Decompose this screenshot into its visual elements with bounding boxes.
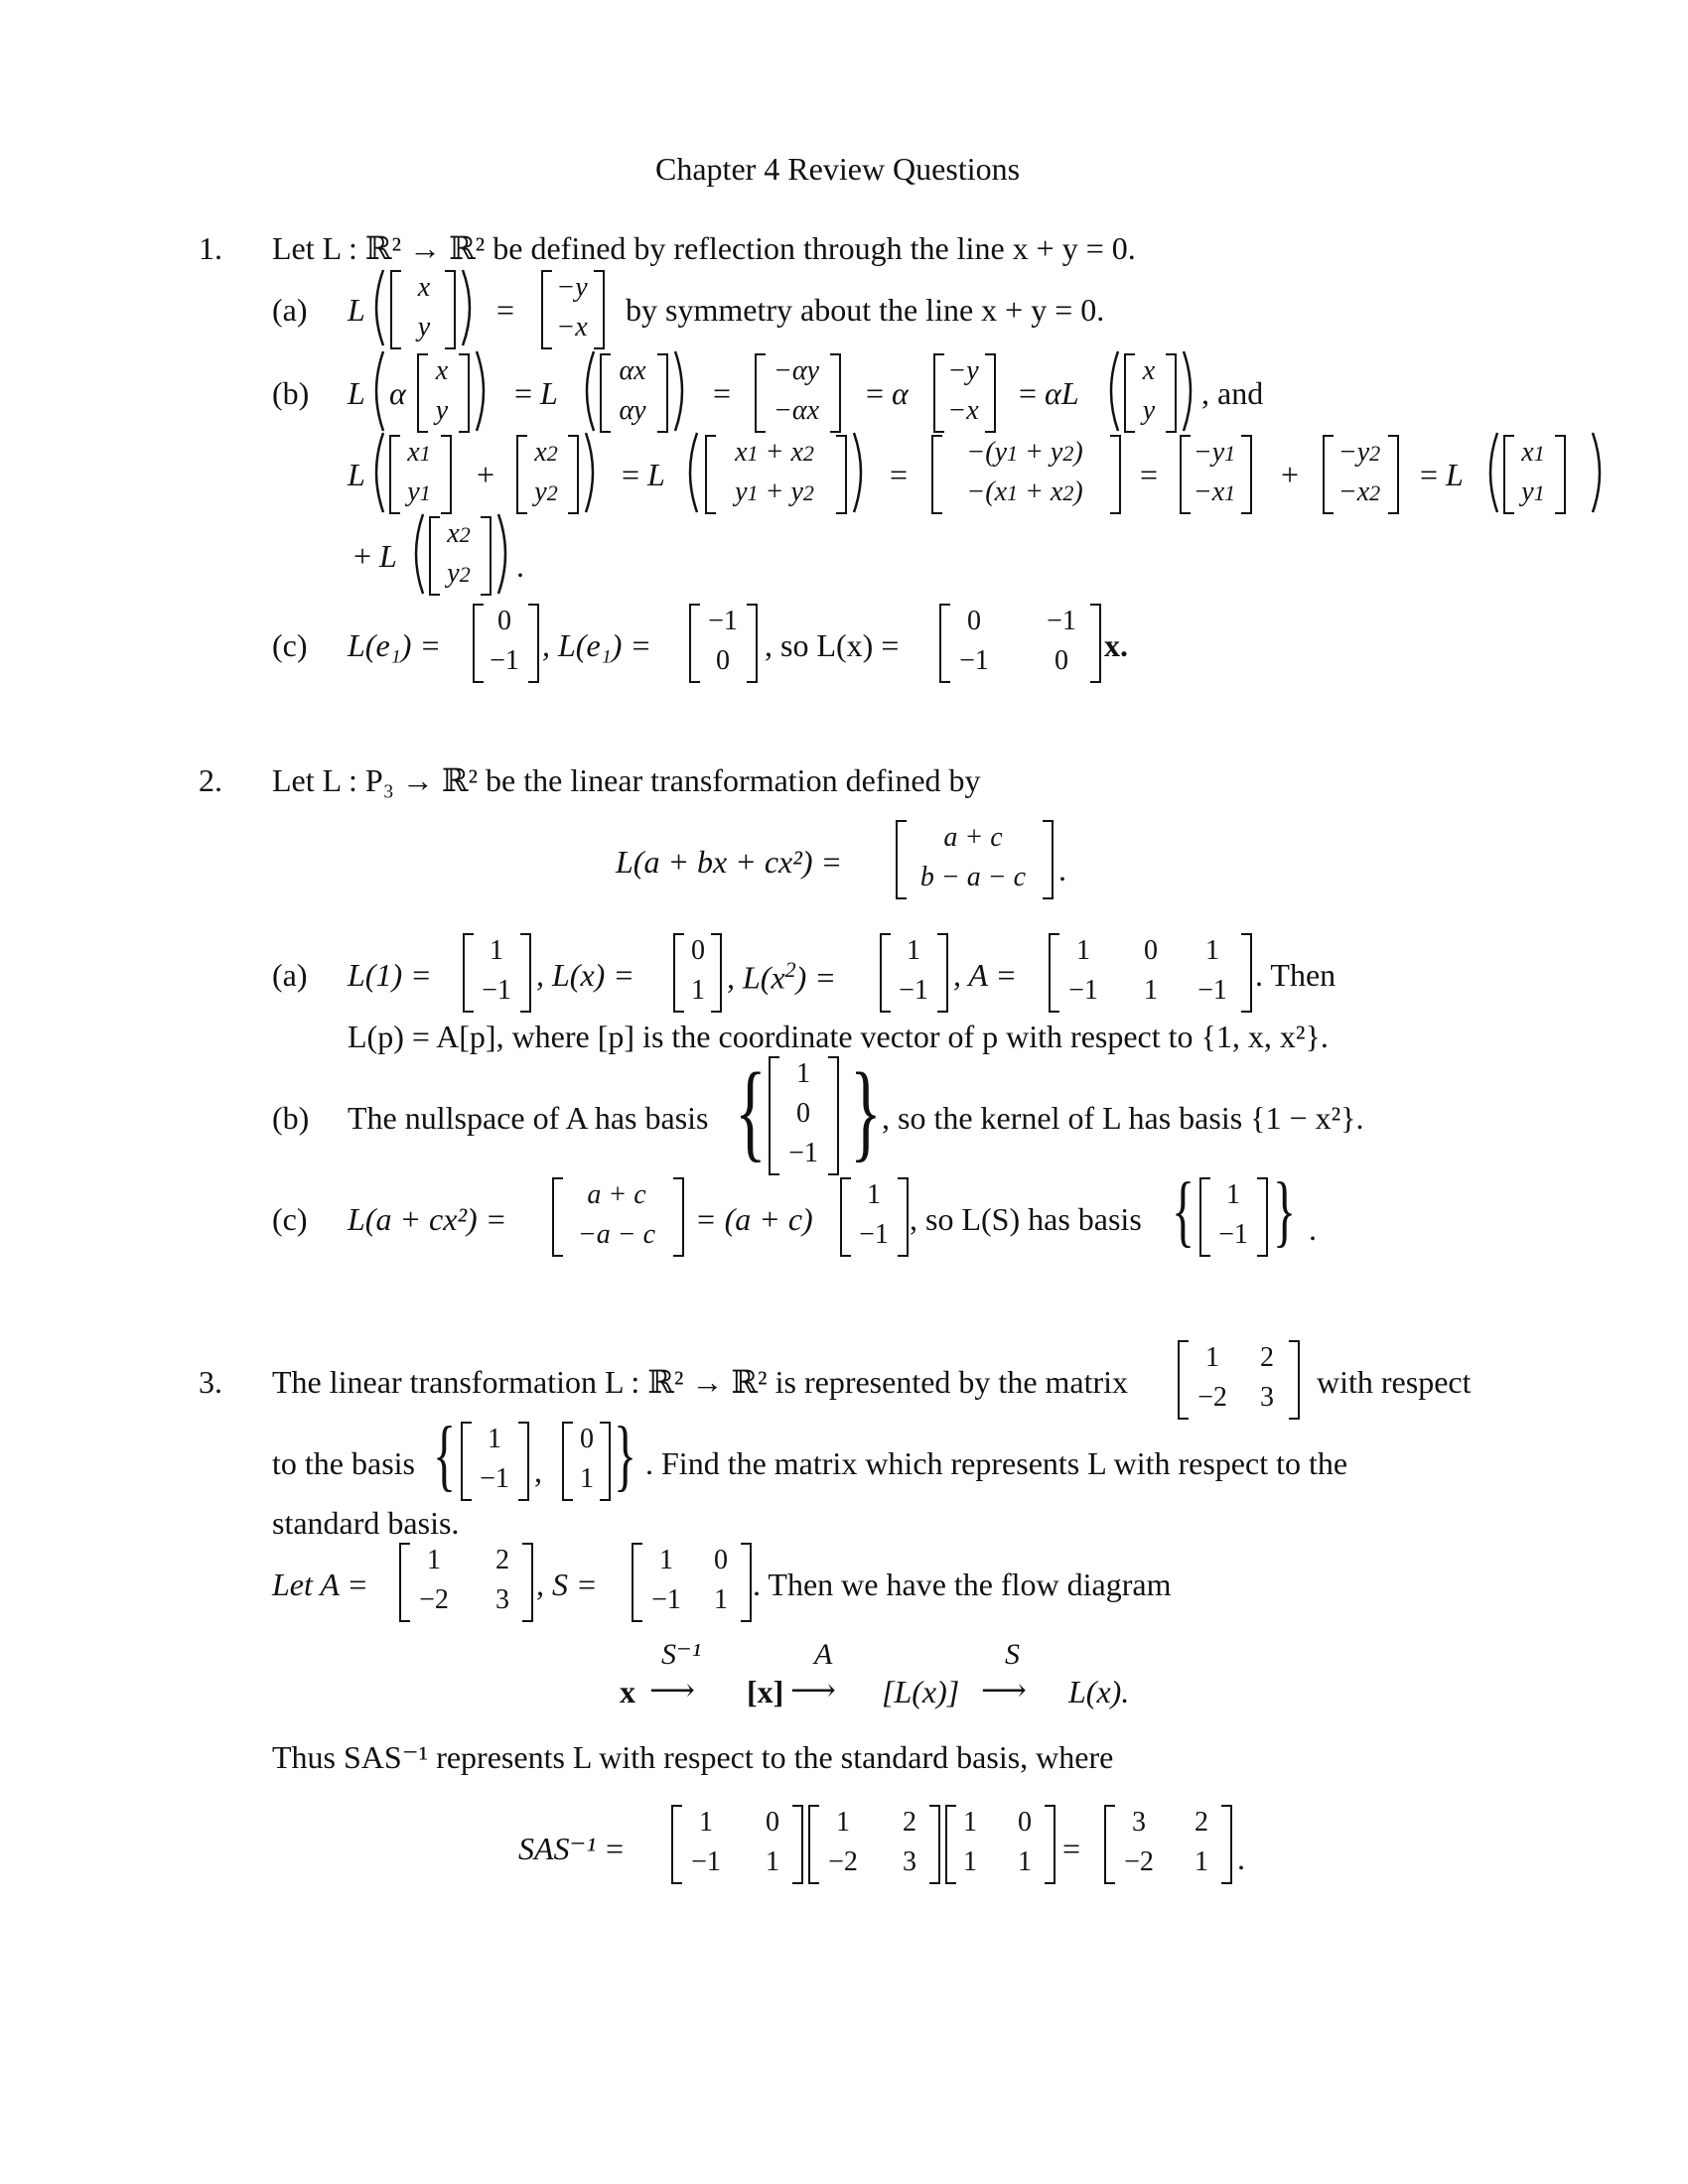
q1b-bracket bbox=[1166, 353, 1177, 433]
q3-line1a: The linear transformation L : ℝ² → ℝ² is represented by the matrix bbox=[272, 1364, 1129, 1400]
q3-prod-period: . bbox=[1237, 1841, 1245, 1876]
q1b-vec: y1 + y2 bbox=[735, 477, 814, 507]
q1a-bracket bbox=[390, 270, 401, 349]
flow-arrow: ⟶ bbox=[981, 1672, 1027, 1707]
q2c-text1: L(a + cx²) = bbox=[348, 1201, 507, 1237]
q3-basis-vec: 0 bbox=[580, 1424, 594, 1454]
q3-let-a: Let A = bbox=[272, 1567, 368, 1602]
page-title: Chapter 4 Review Questions bbox=[655, 151, 1021, 187]
q1c-label: (c) bbox=[272, 627, 308, 663]
q1b-paren bbox=[850, 431, 870, 514]
flow-arrow-label: S⁻¹ bbox=[661, 1638, 701, 1671]
q1b-paren bbox=[671, 349, 691, 433]
q3-line1b: with respect bbox=[1317, 1364, 1472, 1400]
flow-coord-x: [x] bbox=[747, 1674, 784, 1709]
q1b-eq: = L bbox=[1420, 457, 1464, 492]
q2a-vec: 1 bbox=[907, 935, 920, 966]
q2b-vec: 0 bbox=[796, 1098, 810, 1129]
q1b-bracket bbox=[1555, 435, 1566, 514]
q1b-vec: y bbox=[1142, 395, 1156, 426]
q2a-expr: , L(x) = bbox=[536, 957, 634, 993]
q2-def-vec: b − a − c bbox=[919, 862, 1027, 892]
q2b-text2: , so the kernel of L has basis {1 − x²}. bbox=[882, 1100, 1364, 1136]
q1a-bracket bbox=[594, 270, 605, 349]
q2b-brace: } bbox=[850, 1050, 882, 1171]
q2a-bracket bbox=[937, 933, 948, 1013]
q1b-label: (b) bbox=[272, 375, 310, 411]
q3-prod-bracket bbox=[792, 1805, 803, 1884]
q1b-plus: + bbox=[1281, 457, 1300, 492]
q1-statement: Let L : ℝ² → ℝ² be defined by reflection through the line x + y = 0. bbox=[272, 230, 1136, 266]
q3-prod-bracket bbox=[929, 1805, 940, 1884]
q3-prod-m3: 0 bbox=[1018, 1807, 1032, 1838]
q3-prod-m2: −2 bbox=[828, 1846, 858, 1877]
q1c-matrix: 0 bbox=[967, 606, 981, 636]
q1b-bracket bbox=[481, 516, 492, 596]
q2-definition: L(a + bx + cx²) = bbox=[616, 844, 843, 880]
q2b-vec: 1 bbox=[796, 1058, 810, 1089]
q1b-eq: = L bbox=[514, 375, 558, 411]
q1c-bracket bbox=[528, 604, 539, 683]
q2-def-bracket bbox=[1043, 820, 1054, 899]
q1b-paren bbox=[681, 431, 701, 514]
q3-prod-m3: 1 bbox=[963, 1846, 977, 1877]
flow-arrow-label: S bbox=[1005, 1638, 1020, 1671]
q2c-period: . bbox=[1309, 1211, 1317, 1247]
q2c-vec: a + c bbox=[587, 1179, 646, 1210]
q3-prod-bracket bbox=[1221, 1805, 1232, 1884]
q2a-matrix: −1 bbox=[1197, 975, 1227, 1006]
q2c-bracket bbox=[673, 1177, 684, 1257]
q1a-label: (a) bbox=[272, 292, 308, 328]
flow-coord-lx: [L(x)] bbox=[882, 1674, 960, 1709]
q1b-vec: x1 bbox=[407, 437, 431, 468]
q3-basis-comma: , bbox=[534, 1453, 542, 1489]
q1b-vec: y1 bbox=[407, 477, 431, 507]
q3-basis-bracket bbox=[518, 1422, 529, 1501]
q1b-paren bbox=[1102, 349, 1122, 433]
q1b-vec: y2 bbox=[447, 558, 471, 589]
q1b-eq: = bbox=[1140, 457, 1159, 492]
q1a-text: by symmetry about the line x + y = 0. bbox=[626, 292, 1105, 328]
q2a-matrix: 1 bbox=[1076, 935, 1090, 966]
q3-let-s: , S = bbox=[536, 1567, 598, 1602]
q2a-line2: L(p) = A[p], where [p] is the coordinate vector of p with respect to {1, x, x²}. bbox=[348, 1019, 1329, 1054]
q2c-vec: −1 bbox=[1218, 1219, 1248, 1250]
q1b-paren bbox=[407, 512, 427, 596]
q3-a-matrix: 3 bbox=[495, 1584, 509, 1615]
q3-basis-brace: { bbox=[433, 1412, 457, 1499]
q3-matrix-bracket bbox=[1289, 1340, 1300, 1420]
q1b-eq: = bbox=[713, 375, 732, 411]
q1b-expr: α bbox=[389, 375, 406, 411]
q1b-vec: x1 bbox=[1521, 437, 1545, 468]
q1b-and: , and bbox=[1201, 375, 1264, 411]
q1a-right-paren bbox=[459, 268, 479, 347]
q1b-vec: x bbox=[1142, 355, 1156, 386]
q3-basis-bracket bbox=[600, 1422, 611, 1501]
q1b-bracket bbox=[1241, 435, 1252, 514]
q2c-text3: , so L(S) has basis bbox=[910, 1201, 1142, 1237]
q1b-vec: y bbox=[435, 395, 449, 426]
q3-prod-eq: = bbox=[1062, 1831, 1081, 1866]
q3-prod-bracket bbox=[1045, 1805, 1055, 1884]
q2c-vec: −1 bbox=[859, 1219, 889, 1250]
q1b-vec: −x bbox=[947, 395, 979, 426]
q1b-vec: x bbox=[435, 355, 449, 386]
q1c-expr: L(e₁) = bbox=[348, 627, 442, 663]
q1c-matrix: −1 bbox=[1047, 606, 1076, 636]
q3-prod-m1: −1 bbox=[691, 1846, 721, 1877]
q1b-paren bbox=[367, 349, 387, 433]
q2c-text2: = (a + c) bbox=[695, 1201, 813, 1237]
q1a-result: −x bbox=[556, 312, 588, 342]
q3-matrix: 1 bbox=[1205, 1342, 1219, 1373]
q1c-vec: 0 bbox=[716, 645, 730, 676]
q1b-vec: x2 bbox=[534, 437, 558, 468]
q1b-vec: αx bbox=[619, 355, 646, 386]
q2a-expr: L(1) = bbox=[348, 957, 432, 993]
q1b-paren bbox=[1481, 431, 1501, 514]
q1b-bracket bbox=[657, 353, 668, 433]
q3-product-lhs: SAS⁻¹ = bbox=[518, 1831, 626, 1866]
q2b-vec: −1 bbox=[788, 1138, 818, 1168]
q3-matrix: 3 bbox=[1260, 1382, 1274, 1413]
q2a-vec: 1 bbox=[490, 935, 503, 966]
q3-prod-result: 1 bbox=[1195, 1846, 1208, 1877]
q1b-vec: −x2 bbox=[1337, 477, 1381, 507]
q3-basis-vec: 1 bbox=[580, 1463, 594, 1494]
q1b-bracket bbox=[1110, 435, 1121, 514]
q2a-label: (a) bbox=[272, 957, 308, 993]
q3-a-matrix: −2 bbox=[419, 1584, 449, 1615]
q2a-expr: , $L(x^2)$ = bbox=[727, 957, 836, 996]
q1b-eq: = L bbox=[622, 457, 665, 492]
q3-prod-m2: 1 bbox=[836, 1807, 850, 1838]
q2a-bracket bbox=[1241, 933, 1252, 1013]
q1a-L: L bbox=[348, 292, 365, 328]
q2a-matrix: 1 bbox=[1144, 975, 1158, 1006]
q1b-vec: αy bbox=[619, 395, 646, 426]
q1b-bracket bbox=[830, 353, 841, 433]
q3-a-matrix: 2 bbox=[495, 1545, 509, 1575]
q2c-bracket bbox=[1257, 1177, 1268, 1257]
q2a-vec: −1 bbox=[899, 975, 928, 1006]
q2a-expr: , A = bbox=[953, 957, 1017, 993]
q2-statement: Let L : P₃ → ℝ² be the linear transformation defined by bbox=[272, 762, 981, 798]
q3-prod-m1: 0 bbox=[766, 1807, 779, 1838]
flow-x: x bbox=[620, 1674, 635, 1709]
q1c-vec: −1 bbox=[490, 645, 519, 676]
q2c-brace: } bbox=[1273, 1167, 1297, 1255]
q1b-paren bbox=[582, 431, 602, 514]
q2a-bracket bbox=[711, 933, 722, 1013]
q1b-vec: −x1 bbox=[1193, 477, 1236, 507]
q1b-bracket bbox=[985, 353, 996, 433]
flow-arrow: ⟶ bbox=[649, 1672, 695, 1707]
q3-prod-m2: 3 bbox=[903, 1846, 916, 1877]
flow-arrow: ⟶ bbox=[790, 1672, 836, 1707]
q1a-bracket bbox=[445, 270, 456, 349]
q2c-label: (c) bbox=[272, 1201, 308, 1237]
q1c-matrix: 0 bbox=[1055, 645, 1068, 676]
q1c-bracket bbox=[747, 604, 758, 683]
q1a-left-paren bbox=[367, 268, 387, 347]
q2c-vec: 1 bbox=[867, 1179, 881, 1210]
q2-def-vec: a + c bbox=[943, 822, 1003, 853]
q3-a-matrix: 1 bbox=[427, 1545, 441, 1575]
q1-number: 1. bbox=[199, 230, 222, 266]
q2a-matrix: 1 bbox=[1205, 935, 1219, 966]
q3-s-matrix: 1 bbox=[714, 1584, 728, 1615]
q1b-vec: −αx bbox=[773, 395, 820, 426]
q1b-vec: −y2 bbox=[1337, 437, 1381, 468]
q1b-vec: y2 bbox=[534, 477, 558, 507]
q1b-vec: y1 bbox=[1521, 477, 1545, 507]
q2b-label: (b) bbox=[272, 1100, 310, 1136]
q3-prod-m2: 2 bbox=[903, 1807, 916, 1838]
q1c-matrix: −1 bbox=[959, 645, 989, 676]
q1b-eq: = α bbox=[866, 375, 909, 411]
q1b-plus: + bbox=[477, 457, 495, 492]
q1b-bracket bbox=[1388, 435, 1399, 514]
q1b-paren bbox=[367, 431, 387, 514]
q3-s-bracket bbox=[741, 1543, 752, 1622]
q1b-vec: −αy bbox=[773, 355, 820, 386]
q3-prod-m3: 1 bbox=[963, 1807, 977, 1838]
q1b-eq: = αL bbox=[1019, 375, 1079, 411]
q1c-vec: 0 bbox=[497, 606, 511, 636]
q1b-bracket bbox=[836, 435, 847, 514]
q3-matrix: 2 bbox=[1260, 1342, 1274, 1373]
q3-basis-vec: 1 bbox=[488, 1424, 501, 1454]
q3-a-bracket bbox=[522, 1543, 533, 1622]
q2c-brace: { bbox=[1172, 1167, 1196, 1255]
q2a-vec: 1 bbox=[691, 975, 705, 1006]
q3-prod-result: −2 bbox=[1124, 1846, 1154, 1877]
q3-let-end: . Then we have the flow diagram bbox=[753, 1567, 1172, 1602]
q1a-vec: x bbox=[417, 272, 431, 303]
q1b-paren bbox=[473, 349, 492, 433]
q3-line3: standard basis. bbox=[272, 1505, 460, 1541]
q1b-vec: x2 bbox=[447, 518, 471, 549]
q3-number: 3. bbox=[199, 1364, 222, 1400]
q3-s-matrix: −1 bbox=[651, 1584, 681, 1615]
q2-number: 2. bbox=[199, 762, 222, 798]
q1b-vec: −(x1 + x2) bbox=[966, 477, 1083, 507]
q3-prod-m1: 1 bbox=[699, 1807, 713, 1838]
q3-line2a: to the basis bbox=[272, 1445, 415, 1481]
q1b-paren bbox=[1589, 431, 1609, 514]
q1a-eq: = bbox=[496, 292, 515, 328]
q2-def-period: . bbox=[1058, 852, 1066, 887]
q3-s-matrix: 1 bbox=[659, 1545, 673, 1575]
q2b-text1: The nullspace of A has basis bbox=[348, 1100, 709, 1136]
q3-matrix: −2 bbox=[1197, 1382, 1227, 1413]
q1b-vec: −(y1 + y2) bbox=[966, 437, 1083, 468]
q3-thus: Thus SAS⁻¹ represents L with respect to the standard basis, where bbox=[272, 1739, 1114, 1775]
q2c-bracket bbox=[898, 1177, 909, 1257]
q2c-vec: 1 bbox=[1226, 1179, 1240, 1210]
flow-arrow-label: A bbox=[814, 1638, 833, 1671]
q1b-paren bbox=[494, 512, 514, 596]
q1c-expr: , so L(x) = bbox=[765, 627, 900, 663]
q3-basis-brace: } bbox=[614, 1412, 637, 1499]
q3-s-matrix: 0 bbox=[714, 1545, 728, 1575]
q1b-expr: L bbox=[348, 457, 365, 492]
q1b-vec: x1 + x2 bbox=[735, 437, 814, 468]
q2a-vec: 0 bbox=[691, 935, 705, 966]
q2b-brace: { bbox=[735, 1050, 767, 1171]
flow-lx: L(x). bbox=[1068, 1674, 1130, 1709]
q2a-then: . Then bbox=[1255, 957, 1336, 993]
q1a-bracket bbox=[541, 270, 552, 349]
q2a-matrix: −1 bbox=[1068, 975, 1098, 1006]
q3-prod-m1: 1 bbox=[766, 1846, 779, 1877]
q1b-paren bbox=[1180, 349, 1199, 433]
q1c-bracket bbox=[1090, 604, 1101, 683]
q1b-vec: −y bbox=[947, 355, 979, 386]
q1b-bracket bbox=[568, 435, 579, 514]
q2b-bracket bbox=[828, 1056, 839, 1175]
q3-line2b: . Find the matrix which represents L with respect to the bbox=[645, 1445, 1348, 1481]
q3-prod-m3: 1 bbox=[1018, 1846, 1032, 1877]
q1c-expr: , L(e₁) = bbox=[542, 627, 652, 663]
q1b-vec: −y1 bbox=[1193, 437, 1236, 468]
q1b-eq: = bbox=[890, 457, 909, 492]
q2c-vec: −a − c bbox=[577, 1219, 656, 1250]
q1b-bracket bbox=[441, 435, 452, 514]
q1c-vec: −1 bbox=[708, 606, 738, 636]
q3-basis-vec: −1 bbox=[480, 1463, 509, 1494]
q1b-expr: + L bbox=[353, 538, 397, 574]
q1c-end: x. bbox=[1104, 627, 1128, 663]
q1b-expr: L bbox=[348, 375, 365, 411]
q1a-vec: y bbox=[417, 312, 431, 342]
q1a-result: −y bbox=[556, 272, 588, 303]
q3-prod-result: 3 bbox=[1132, 1807, 1146, 1838]
q2a-vec: −1 bbox=[482, 975, 511, 1006]
q1b-period: . bbox=[516, 548, 524, 584]
q1b-paren bbox=[578, 349, 598, 433]
q2a-bracket bbox=[520, 933, 531, 1013]
q3-prod-result: 2 bbox=[1195, 1807, 1208, 1838]
q2a-matrix: 0 bbox=[1144, 935, 1158, 966]
q1b-bracket bbox=[459, 353, 470, 433]
